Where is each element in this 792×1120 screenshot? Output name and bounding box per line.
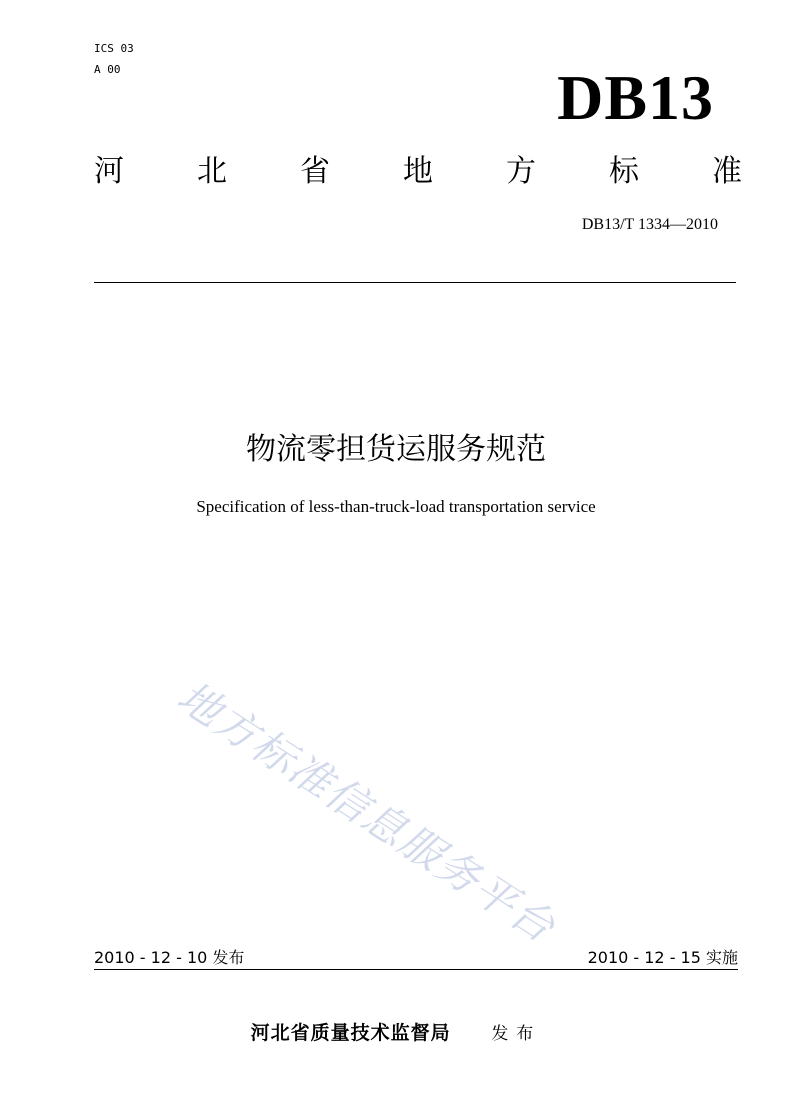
standard-number: DB13/T 1334—2010 <box>581 216 718 233</box>
watermark: 地方标准信息服务平台 <box>168 671 565 953</box>
classification-codes <box>94 42 134 84</box>
publisher-line <box>0 1018 792 1045</box>
issue-date: 2010 - 12 - 10 发布 <box>94 948 245 967</box>
heading-char: 方 <box>506 154 536 189</box>
implementation-date: 2010 - 12 - 15 实施 <box>587 948 738 967</box>
heading-char: 准 <box>712 154 742 189</box>
heading-char: 省 <box>300 154 330 189</box>
heading-char: 标 <box>609 154 639 189</box>
footer-divider <box>94 969 738 970</box>
local-standard-heading <box>94 150 742 194</box>
publisher-name: 河北省质量技术监督局 <box>250 1022 451 1044</box>
heading-char: 河 <box>94 154 124 189</box>
ccs-code: A 00 <box>94 63 121 76</box>
header-divider <box>94 282 736 283</box>
standard-code-logo: DB13 <box>557 62 714 133</box>
heading-char: 北 <box>197 154 227 189</box>
document-title-english: Specification of less-than-truck-load transportation service <box>196 497 596 516</box>
publish-action: 发布 <box>491 1024 542 1044</box>
ics-code: ICS 03 <box>94 42 134 55</box>
date-row <box>94 947 738 969</box>
document-title-chinese: 物流零担货运服务规范 <box>246 432 546 467</box>
heading-char: 地 <box>403 154 433 189</box>
